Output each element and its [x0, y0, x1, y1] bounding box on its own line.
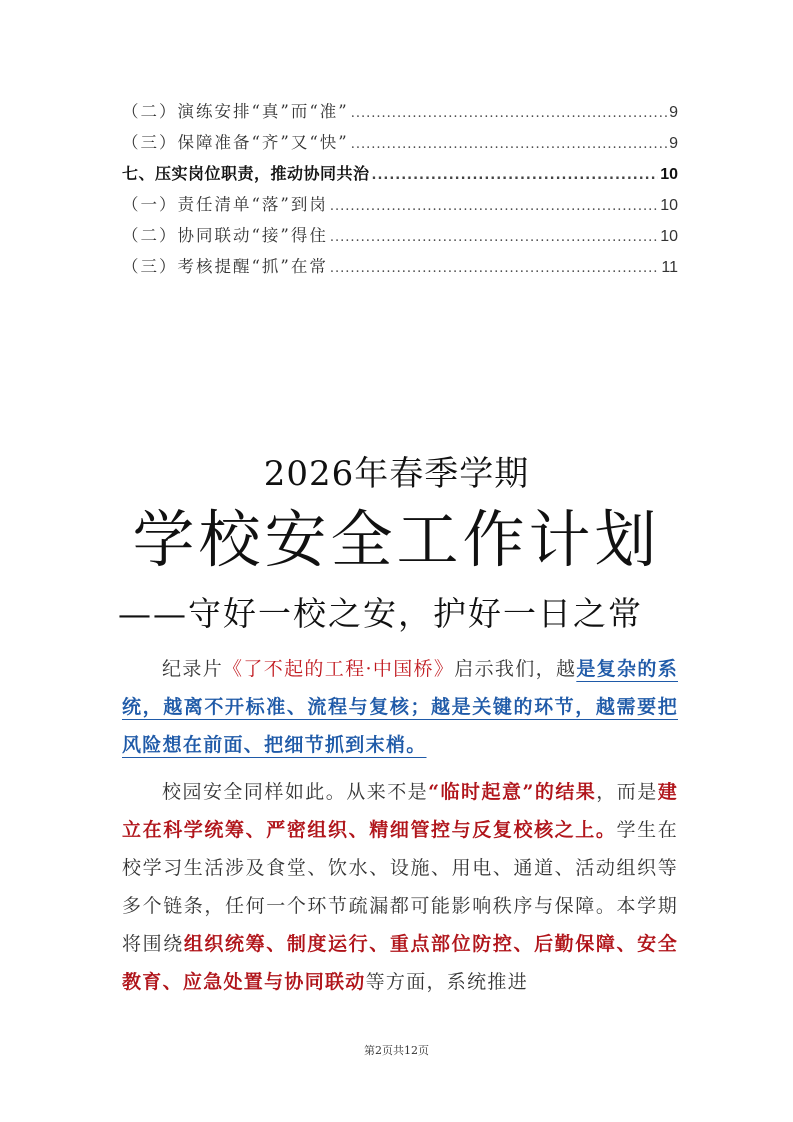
emphasis-text: “临时起意”的结果	[428, 781, 597, 803]
toc-entry[interactable]	[122, 127, 678, 158]
para-text: 校园安全同样如此。从来不是	[162, 781, 429, 803]
table-of-contents	[122, 96, 678, 282]
toc-entry-text: （三）保障准备“齐”又“快”	[122, 133, 349, 152]
document-subtitle: ——守好一校之安，护好一日之常	[118, 594, 643, 633]
toc-entry-text: （二）协同联动“接”得住	[122, 226, 328, 245]
emphasis-text: 组织统筹、制度运行、重点部位防控、后勤保障、安全教育、应急处置与协同联动	[122, 933, 678, 993]
toc-leader-dots	[372, 160, 659, 191]
toc-entry-chapter[interactable]	[122, 158, 678, 189]
toc-entry[interactable]	[122, 96, 678, 127]
para-text: 纪录片	[162, 658, 224, 680]
toc-page-number: 10	[660, 228, 678, 245]
documentary-title: 《了不起的工程·中国桥》	[223, 658, 455, 680]
toc-page-number: 10	[660, 197, 678, 214]
toc-page-number: 9	[669, 104, 678, 121]
toc-entry[interactable]	[122, 220, 678, 251]
para-text: 学生在校学习生活涉及食堂、饮水、设施、用电、通道、活动组织等多个链条，任何一个环节疏漏都可能影响秩序与保障。本学期将围绕	[122, 819, 679, 955]
para-text: 等方面，系统推进	[365, 971, 529, 993]
emphasis-text: 建立在科学统筹、严密组织、精细管控与反复校核之上。	[122, 781, 679, 841]
toc-leader-dots	[351, 129, 667, 160]
page-footer: 第2页共12页	[364, 1044, 429, 1057]
para-text: 启示我们，越	[454, 658, 577, 680]
document-title: 学校安全工作计划	[132, 503, 661, 576]
toc-page-number: 10	[660, 166, 678, 183]
toc-entry[interactable]	[122, 251, 678, 282]
toc-entry[interactable]	[122, 189, 678, 220]
toc-leader-dots	[330, 191, 658, 222]
body-paragraph	[122, 773, 678, 1001]
toc-entry-text: （一）责任清单“落”到岗	[122, 195, 328, 214]
highlighted-quote: 是复杂的系统，越离不开标准、流程与复核；越是关键的环节，越需要把风险想在前面、把细节抓到末梢。	[122, 658, 678, 756]
toc-entry-text: （三）考核提醒“抓”在常	[122, 257, 328, 276]
toc-entry-text: （二）演练安排“真”而“准”	[122, 102, 349, 121]
toc-leader-dots	[330, 253, 660, 284]
toc-entry-text: 七、压实岗位职责，推动协同共治	[122, 164, 370, 183]
toc-page-number: 11	[661, 259, 678, 276]
semester-title: 2026年春季学期	[263, 454, 530, 494]
para-text: ，而是	[596, 781, 658, 803]
toc-page-number: 9	[669, 135, 678, 152]
intro-paragraph	[122, 650, 678, 764]
toc-leader-dots	[351, 98, 667, 129]
toc-leader-dots	[330, 222, 658, 253]
